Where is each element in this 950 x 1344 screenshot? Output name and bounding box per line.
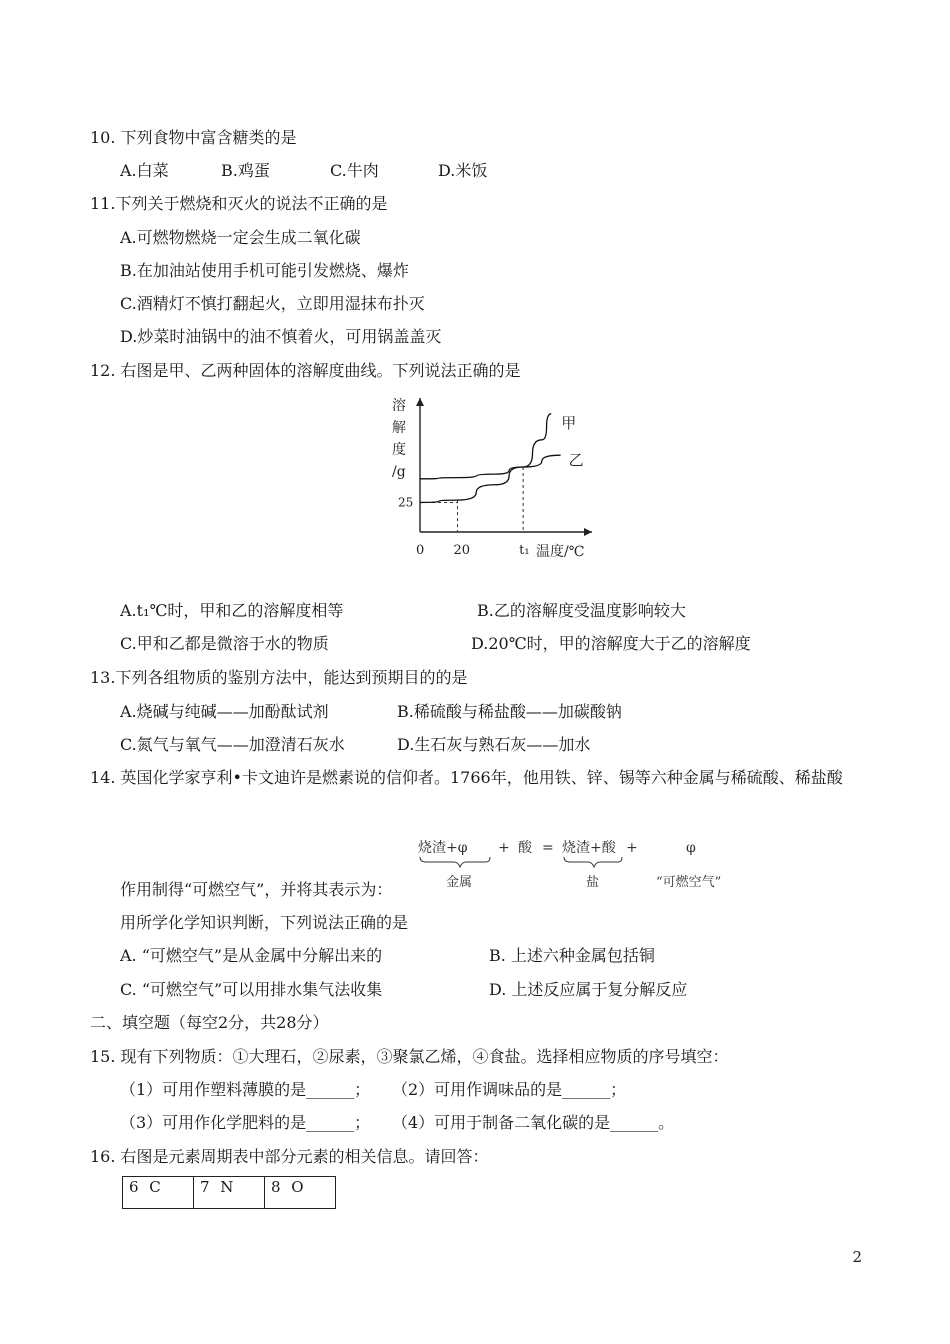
q12-option-c: C.甲和乙都是微溶于水的物质	[120, 634, 329, 653]
q11-option-c: C.酒精灯不慎打翻起火，立即用湿抹布扑灭	[120, 294, 425, 313]
element-cell-carbon: 6 C	[123, 1177, 194, 1209]
q14-line-3: 用所学化学知识判断，下列说法正确的是	[120, 913, 409, 932]
eq-term-1: 烧渣+φ	[418, 840, 468, 856]
q12-stem: 12. 右图是甲、乙两种固体的溶解度曲线。下列说法正确的是	[90, 361, 521, 380]
q15-stem: 15. 现有下列物质：①大理石，②尿素，③聚氯乙烯，④食盐。选择相应物质的序号填空：	[90, 1047, 729, 1066]
eq-plus-2: +	[626, 840, 638, 856]
q14-line-2: 作用制得“可燃空气”，并将其表示为：	[120, 880, 393, 899]
x-axis-arrow	[584, 528, 592, 536]
y-axis-arrow	[416, 398, 424, 406]
brace-2	[564, 857, 622, 867]
brace-1	[420, 857, 490, 867]
q14-stem: 14. 英国化学家亨利•卡文迪许是燃素说的信仰者。1766年，他用铁、锌、锡等六种金属与稀硫酸、稀盐酸	[90, 768, 843, 787]
y-axis-label-3: /g	[392, 464, 406, 480]
q15-item-1: （1）可用作塑料薄膜的是______；	[120, 1080, 371, 1099]
page-number: 2	[852, 1248, 862, 1266]
q10-option-b: B.鸡蛋	[221, 161, 270, 180]
curve-jia	[420, 414, 551, 503]
q12-option-b: B.乙的溶解度受温度影响较大	[477, 601, 686, 620]
eq-label-gas: “可燃空气”	[656, 875, 722, 890]
q15-item-4: （4）可用于制备二氧化碳的是______。	[392, 1113, 675, 1132]
q13-option-a: A.烧碱与纯碱——加酚酞试剂	[120, 702, 329, 721]
eq-equals: =	[542, 840, 554, 856]
q14-option-b: B. 上述六种金属包括铜	[489, 946, 655, 965]
y-axis-label-0: 溶	[392, 398, 406, 414]
eq-term-2: 烧渣+酸	[562, 840, 616, 856]
series-label-yi: 乙	[568, 451, 584, 470]
q14-option-d: D. 上述反应属于复分解反应	[489, 980, 688, 999]
q12-option-d: D.20℃时，甲的溶解度大于乙的溶解度	[471, 634, 751, 653]
q15-item-2: （2）可用作调味品的是______；	[392, 1080, 627, 1099]
x-axis-label: 温度/℃	[536, 544, 585, 560]
section-2-heading: 二、填空题（每空2分，共28分）	[90, 1013, 329, 1032]
q13-option-d: D.生石灰与熟石灰——加水	[397, 735, 591, 754]
q16-stem: 16. 右图是元素周期表中部分元素的相关信息。请回答：	[90, 1147, 489, 1166]
q11-option-b: B.在加油站使用手机可能引发燃烧、爆炸	[120, 261, 409, 280]
y-axis-label-2: 度	[392, 442, 406, 458]
eq-plus-1: +	[498, 840, 510, 856]
q10-option-d: D.米饭	[438, 161, 488, 180]
x-tick-1: 20	[453, 543, 471, 558]
x-tick-2: t₁	[519, 543, 530, 558]
q10-stem: 10. 下列食物中富含糖类的是	[90, 128, 297, 147]
q13-option-b: B.稀硫酸与稀盐酸——加碳酸钠	[397, 702, 622, 721]
q13-option-c: C.氮气与氧气——加澄清石灰水	[120, 735, 345, 754]
periodic-table-fragment	[122, 1176, 336, 1209]
q11-option-d: D.炒菜时油锅中的油不慎着火，可用锅盖盖灭	[120, 327, 442, 346]
q11-stem: 11.下列关于燃烧和灭火的说法不正确的是	[90, 194, 388, 213]
eq-label-metal: 金属	[446, 875, 473, 890]
element-cell-oxygen: 8 O	[265, 1177, 336, 1209]
eq-label-salt: 盐	[586, 875, 600, 890]
y-tick-25: 25	[398, 495, 414, 510]
q10-option-c: C.牛肉	[330, 161, 379, 180]
solubility-chart	[380, 390, 600, 570]
q14-equation	[416, 832, 746, 894]
eq-acid: 酸	[518, 840, 532, 856]
series-label-jia: 甲	[561, 413, 577, 432]
q11-option-a: A.可燃物燃烧一定会生成二氧化碳	[120, 228, 361, 247]
q10-option-a: A.白菜	[120, 161, 169, 180]
q13-stem: 13.下列各组物质的鉴别方法中，能达到预期目的的是	[90, 668, 468, 687]
y-axis-label-1: 解	[392, 420, 406, 436]
eq-phi: φ	[686, 840, 696, 856]
element-cell-nitrogen: 7 N	[194, 1177, 265, 1209]
x-tick-0: 0	[416, 543, 425, 558]
q15-item-3: （3）可用作化学肥料的是______；	[120, 1113, 371, 1132]
curve-yi	[420, 455, 561, 479]
q14-option-a: A. “可燃空气”是从金属中分解出来的	[120, 946, 383, 965]
q12-option-a: A.t₁℃时，甲和乙的溶解度相等	[120, 601, 344, 620]
q14-option-c: C. “可燃空气”可以用排水集气法收集	[120, 980, 383, 999]
